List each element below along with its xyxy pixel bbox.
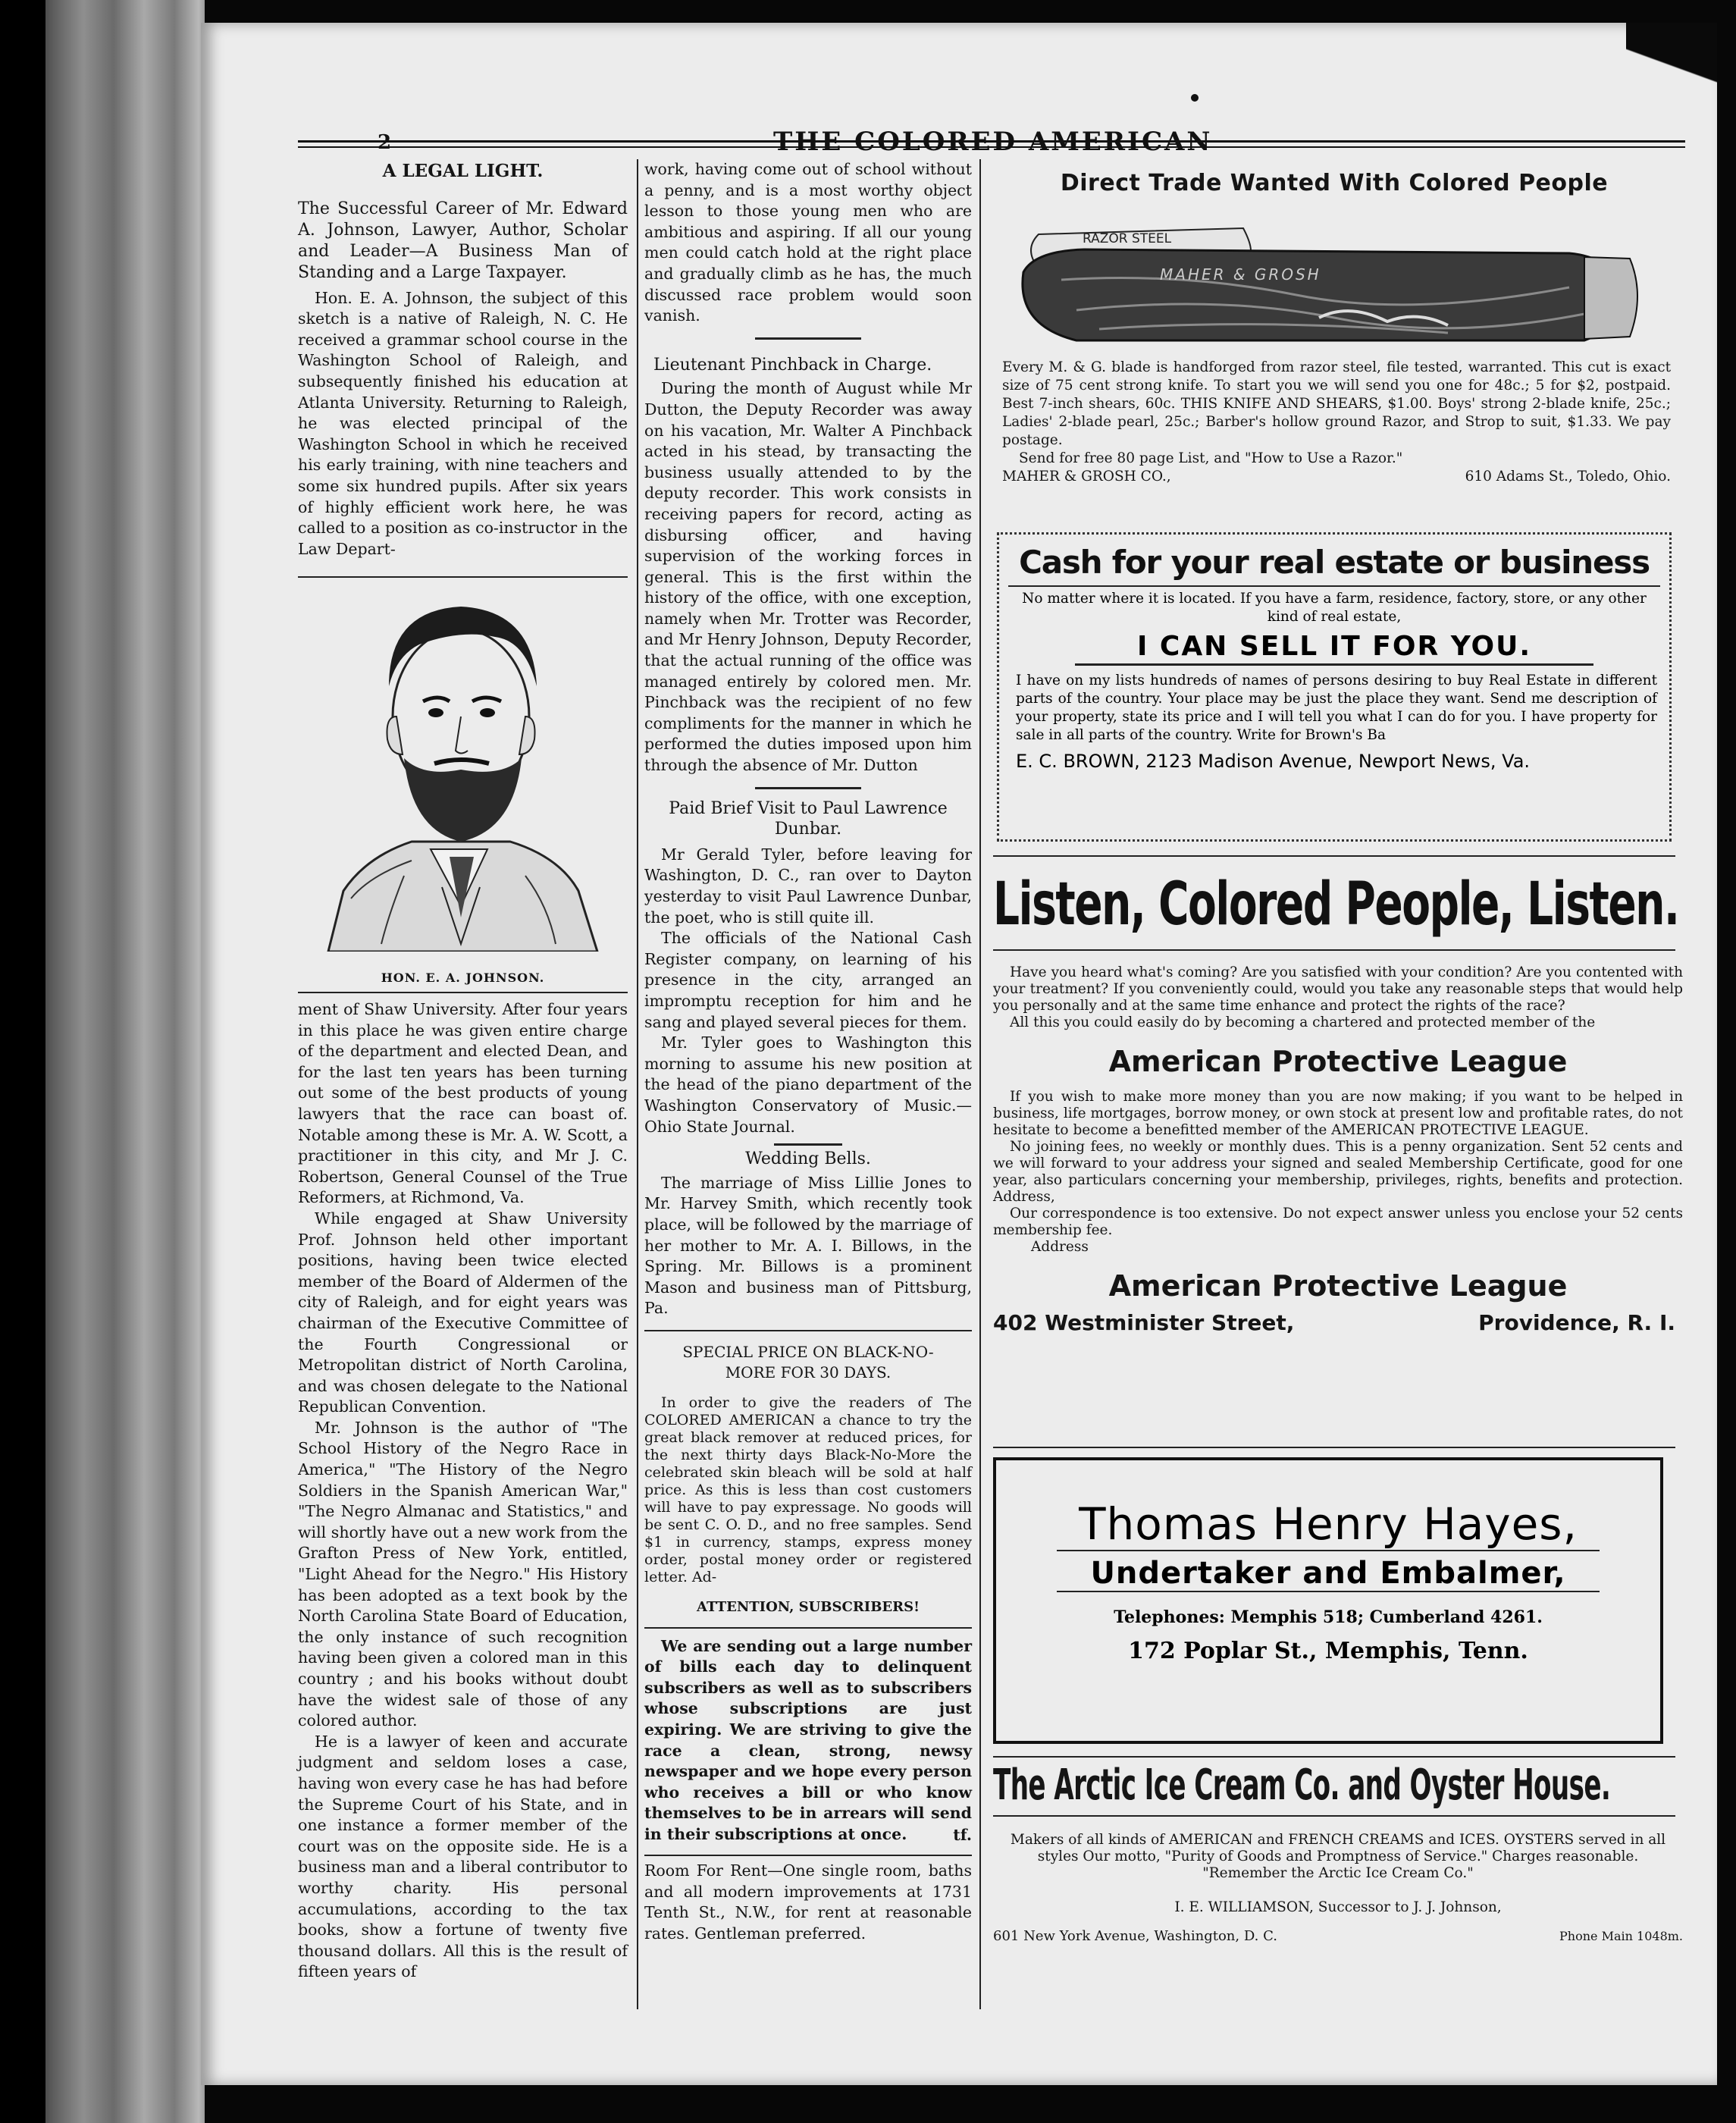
column-2 [644, 159, 972, 1945]
knife-ad-company [1002, 468, 1671, 486]
league-address [993, 1310, 1675, 1335]
separator-rule [644, 1627, 972, 1629]
portrait-rule-bottom [298, 992, 628, 993]
portrait-engraving [298, 588, 620, 952]
article-paragraph: Mr. Johnson is the author of "The School History of the Negro Race in America," "The History of the Negro Soldiers in the Spanish American War," "The Negro Almanac and Statistics," and will shortly have out a new work from the Grafton Press of New York, entitled, "Light Ahead for the Negro." His History has been adopted as a text book by the North Carolina State Board of Education, the only instance of such recognition having been given a colored man in this country ; and his books without doubt have the widest sale of those of any colored author. [298, 1418, 628, 1730]
hayes-name: Thomas Henry Hayes, [1079, 1498, 1578, 1550]
arctic-successor: I. E. WILLIAMSON, Successor to J. J. Johnson, [1174, 1899, 1502, 1915]
masthead: THE COLORED AMERICAN [773, 127, 1213, 157]
separator-rule [644, 1330, 972, 1331]
knife-advertisement [993, 165, 1675, 529]
arctic-body: Makers of all kinds of AMERICAN and FRENCH CREAMS and ICES. OYSTERS served in all styles Our motto, "Purity of Goods and Promptness of Service." Charges reasonable. "Remember the Arctic Ice Cream Co." [1010, 1832, 1666, 1881]
cash-ad-rule [1008, 585, 1660, 587]
newspaper-page [201, 23, 1717, 2085]
article-paragraph: ment of Shaw University. After four years in this place he was given entire charge of the department and elected Dean, and for the last ten years has been turning out some of the best products of young lawyers that the race can boast of. Notable among these is Mr. A. W. Scott, a practitioner in this city, and Mr J. C. Robertson, General Counsel of the True Reformers, at Richmond, Va. [298, 1000, 628, 1207]
masthead-dot [1191, 94, 1199, 102]
undertaker-advertisement [993, 1457, 1663, 1744]
listen-ad-address-label: Address [1031, 1239, 1089, 1255]
portrait-caption: HON. E. A. JOHNSON. [381, 971, 545, 985]
article-paragraph: The marriage of Miss Lillie Jones to Mr. Harvey Smith, which recently took place, will be followed by the marriage of her mother to Mr. A. I. Billows, in the Spring. Mr. Billows is a prominent Mason and business man of Pittsburg, Pa. [644, 1173, 972, 1318]
listen-ad-headline: Listen, Colored People, Listen. [993, 870, 1679, 939]
listen-ad-rule [993, 949, 1675, 951]
cash-ad-headline: Cash for your real estate or business [1019, 544, 1650, 581]
arctic-address: 601 New York Avenue, Washington, D. C. [993, 1928, 1277, 1944]
cash-ad-big-line: I CAN SELL IT FOR YOU. [1136, 631, 1532, 662]
header-rule [298, 140, 1685, 148]
cash-ad-signature: E. C. BROWN, 2123 Madison Avenue, Newport News, Va. [1016, 751, 1531, 772]
listen-ad-paragraph: If you wish to make more money than you are now making; if you want to be helped in business, life mortgages, borrow money, or own stock at present low and profitable rates, do not hesitate to become a benefitted member of the AMERICAN PROTECTIVE LEAGUE. [993, 1089, 1683, 1138]
article-signature: tf. [953, 1825, 972, 1844]
knife-ad-address: 610 Adams St., Toledo, Ohio. [1465, 469, 1671, 484]
arctic-footer [993, 1927, 1683, 1946]
article-paragraph: He is a lawyer of keen and accurate judgment and seldom loses a case, having won every case he has had before the Supreme Court of his State, and in one instance a former member of the court was on the opposite side. He is a business man and a liberal contributor to worthy charity. His personal accumulations, according to the tax books, show a fortune of twenty five thousand dollars. All this is the result of fifteen years of [298, 1732, 628, 1981]
listen-ad-paragraph: Have you heard what's coming? Are you satisfied with your condition? Are you contented with your treatment? If you conveniently could, would you take any reasonable steps that would help you personally and at the same time enhance and protect the rights of the race? [993, 964, 1683, 1014]
article-heading: Paid Brief Visit to Paul Lawrence Dunbar. [669, 798, 948, 839]
article-paragraph: In order to give the readers of The COLORED AMERICAN a chance to try the great black remover at reduced prices, for the next thirty days Black-No-More the celebrated skin bleach will be sold at half price. As this is less than cost customers will have to pay expressage. No goods will be sent C. O. D., and no free samples. Send $1 in currency, stamps, express money order, postal money order or registered letter. Ad- [644, 1394, 972, 1586]
hayes-title: Undertaker and Embalmer, [1090, 1556, 1566, 1591]
page-number: 2 [378, 131, 392, 154]
league-street: 402 Westminister Street, [993, 1310, 1295, 1335]
article-paragraph: Mr. Tyler goes to Washington this morning to assume his new position at the head of the piano department of the Washington Conservatory of Music.—Ohio State Journal. [644, 1033, 972, 1136]
cash-ad-intro: No matter where it is located. If you have a farm, residence, factory, store, or any other kind of real estate, [1022, 591, 1647, 625]
column-rule-1 [637, 159, 638, 2009]
article-heading: Lieutenant Pinchback in Charge. [653, 355, 932, 375]
article-paragraph: Mr Gerald Tyler, before leaving for Washington, D. C., ran over to Dayton yesterday to visit Paul Lawrence Dunbar, the poet, who is still quite ill. [644, 845, 972, 927]
article-heading: Wedding Bells. [745, 1149, 871, 1169]
knife-ad-body: Every M. & G. blade is handforged from razor steel, file tested, warranted. This cut is exact size of 75 cent strong knife. To start you we will send you one for 48c.; 5 for $2, postpaid. Best 7-inch shears, 60c. THIS KNIFE AND SHEARS, $1.00. Boys' strong 2-blade knife, 25c.; Ladies' 2-blade pearl, 25c.; Barber's hollow ground Razor, and Strop to suit, $1.33. We pay postage. [1002, 359, 1671, 448]
arctic-rule [993, 1815, 1675, 1817]
knife-blade-label: RAZOR STEEL [1083, 231, 1172, 246]
ad-divider [993, 1756, 1675, 1758]
book-spine [0, 0, 205, 2123]
protective-league-advertisement [993, 870, 1683, 1432]
knife-handle-label: MAHER & GROSH [1160, 265, 1321, 284]
arctic-headline: The Arctic Ice Cream Co. and Oyster House. [993, 1761, 1611, 1810]
article-paragraph: While engaged at Shaw University Prof. Johnson held other important positions, having been twice elected member of the Board of Aldermen of the city of Raleigh, and for eight years was chairman of the Executive Committee of the Fourth Congressional or Metropolitan district of North Carolina, and was chosen delegate to the National Republican Convention. [298, 1209, 628, 1416]
hayes-phones: Telephones: Memphis 518; Cumberland 4261. [1114, 1607, 1543, 1627]
ice-cream-advertisement [993, 1761, 1683, 1988]
article-paragraph: Hon. E. A. Johnson, the subject of this sketch is a native of Raleigh, N. C. He received a grammar school course in the Washington School of Raleigh, and subsequently finished his education at Atlanta University. Returning to Raleigh, he was elected principal of the Washington School in which he received his early training, with nine teachers and some six hundred pupils. After six years of highly efficient work here, he was called to a position as co-instructor in the Law Depart- [298, 288, 628, 558]
torn-corner [1626, 23, 1717, 136]
portrait-illustration [298, 588, 620, 982]
separator-rule [755, 337, 861, 340]
article-heading: ATTENTION, SUBSCRIBERS! [696, 1599, 920, 1616]
column-1-top [298, 158, 628, 560]
article-title: A LEGAL LIGHT. [382, 161, 544, 181]
hayes-address: 172 Poplar St., Memphis, Tenn. [1128, 1638, 1528, 1664]
article-paragraph: During the month of August while Mr Dutton, the Deputy Recorder was away on his vacation, Mr. Walter A Pinchback acted in his stead, by transacting the business usually attended to by the deputy recorder. This work consists in receiving papers for record, acting as disbursing officer, and having supervision of the working forces in general. This is the first within the history of the office, with one exception, namely when Mr. Trotter was Recorder, and Mr Henry Johnson, Deputy Recorder, that the actual running of the office was managed entirely by colored men. Mr. Pinchback was the recipient of no few compliments for the manner in which he performed the duties imposed upon him through the absence of Mr. Dutton [644, 379, 972, 775]
article-subhead: The Successful Career of Mr. Edward A. Johnson, Lawyer, Author, Scholar and Leader—A Business Man of Standing and a Large Taxpayer. [298, 199, 628, 282]
hayes-rule [1057, 1550, 1600, 1551]
separator-rule [755, 787, 861, 789]
knife-ad-company-name: MAHER & GROSH CO., [1002, 469, 1171, 484]
column-rule-2 [979, 159, 981, 2009]
cash-ad-body: I have on my lists hundreds of names of persons desiring to buy Real Estate in different parts of the country. Your place may be just the place they want. Send me description of your property, state its price and I will tell you what I can do for you. I have property for sale in all parts of the country. Write for Brown's Ba [1016, 673, 1657, 743]
classified-ad: Room For Rent—One single room, baths and all modern improvements at 1731 Tenth St., N.W., for rent at reasonable rates. Gentleman preferred. [644, 1861, 972, 1943]
ad-divider [993, 855, 1675, 857]
listen-ad-paragraph: Our correspondence is too extensive. Do not expect answer unless you enclose your 52 cents membership fee. [993, 1206, 1683, 1238]
portrait-rule-top [298, 576, 628, 578]
article-paragraph: The officials of the National Cash Register company, on learning of his presence in the city, arranged an impromptu reception for him and he sang and played several pieces for them. [644, 929, 972, 1031]
spine-shadow [0, 0, 45, 2123]
knife-ad-headline: Direct Trade Wanted With Colored People [1060, 170, 1609, 196]
column-1-bottom [298, 999, 628, 1983]
knife-illustration [993, 204, 1675, 356]
article-heading: SPECIAL PRICE ON BLACK-NO-MORE FOR 30 DAYS. [682, 1342, 934, 1382]
league-name: American Protective League [1108, 1269, 1568, 1303]
ad-divider [993, 1447, 1675, 1448]
article-paragraph: We are sending out a large number of bills each day to delinquent subscribers as well as to subscribers whose subscriptions are just expiring. We are striving to give the race a clean, strong, newsy newspaper and we hope every person who receives a bill or who know themselves to be in arrears will send in their subscriptions at once. [644, 1636, 972, 1843]
article-paragraph: work, having come out of school without a penny, and is a most worthy object lesson to those young men who are ambitious and aspiring. If all our young men could catch hold at the right place and gradually climb as he has, the much discussed race problem would soon vanish. [644, 160, 972, 325]
arctic-phone: Phone Main 1048m. [1559, 1929, 1683, 1943]
separator-rule [644, 1855, 972, 1856]
cash-ad-rule [1075, 663, 1593, 666]
hayes-rule [1057, 1591, 1600, 1592]
knife-ad-send: Send for free 80 page List, and "How to Use a Razor." [1019, 450, 1403, 466]
league-city: Providence, R. I. [1478, 1310, 1675, 1335]
separator-rule [774, 1143, 842, 1146]
listen-ad-paragraph: No joining fees, no weekly or monthly dues. This is a penny organization. Sent 52 cents and we will forward to your address your signed and sealed Membership Certificate, good for one year, also particulars concerning your membership, privileges, rights, benefits and protection. Address, [993, 1139, 1683, 1205]
league-name: American Protective League [1108, 1045, 1568, 1078]
real-estate-advertisement [997, 532, 1672, 842]
listen-ad-paragraph: All this you could easily do by becoming a chartered and protected member of the [1010, 1014, 1596, 1030]
